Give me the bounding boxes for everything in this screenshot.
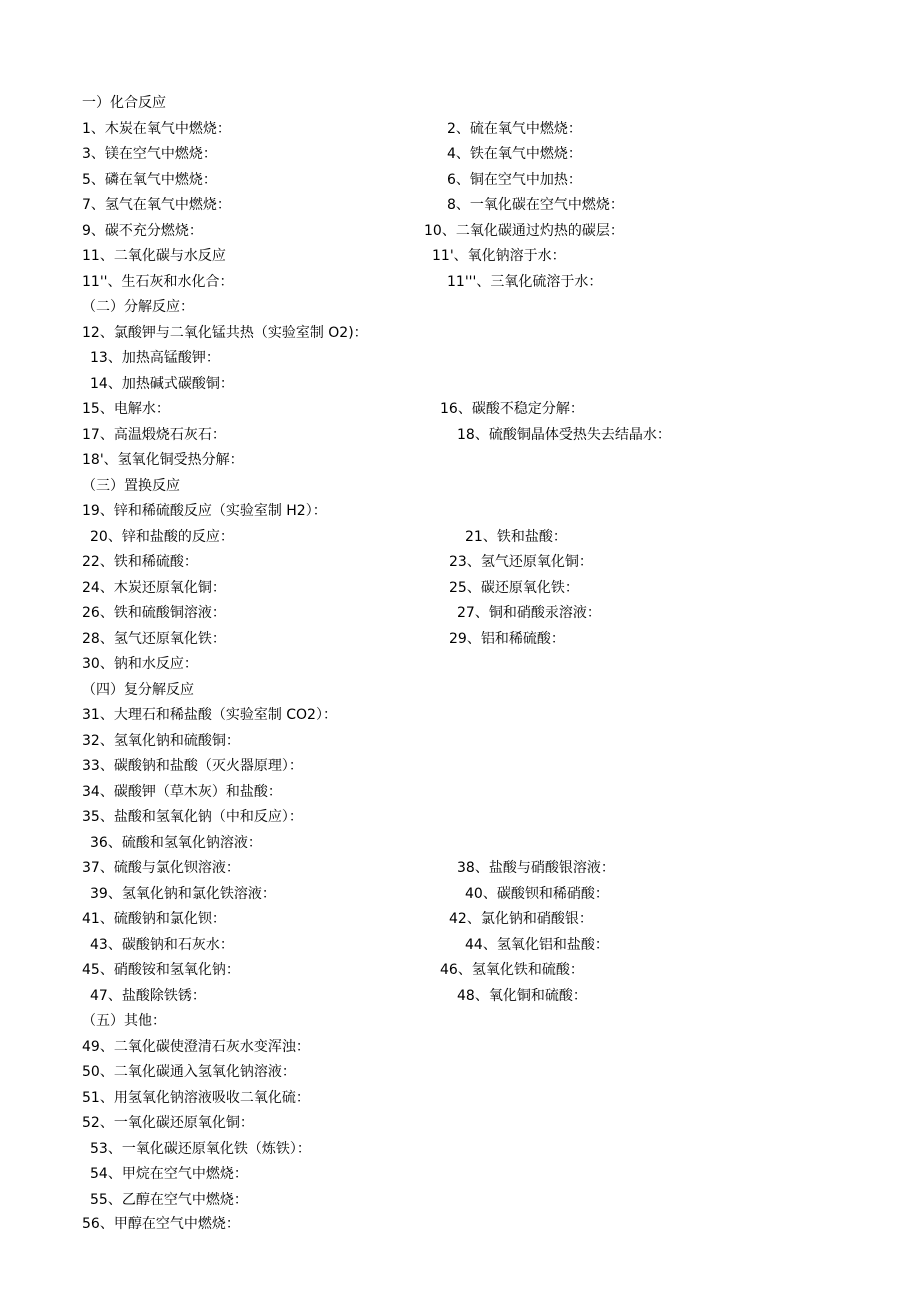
reaction-item: 2、硫在氧气中燃烧： — [447, 121, 582, 137]
reaction-item: 3、镁在空气中燃烧： — [82, 146, 217, 162]
reaction-item: 9、碳不充分燃烧： — [82, 223, 203, 239]
reaction-item: 41、硫酸钠和氯化钡： — [82, 911, 226, 927]
reaction-item: 14、加热碱式碳酸铜： — [90, 376, 234, 392]
reaction-item: 32、氢氧化钠和硫酸铜： — [82, 733, 240, 749]
reaction-item: 8、一氧化碳在空气中燃烧： — [447, 197, 624, 213]
reaction-item: 16、碳酸不稳定分解： — [440, 401, 584, 417]
reaction-item: 6、铜在空气中加热： — [447, 172, 582, 188]
reaction-item: 26、铁和硫酸铜溶液： — [82, 605, 226, 621]
reaction-item: 5、磷在氧气中燃烧： — [82, 172, 217, 188]
reaction-item: 56、甲醇在空气中燃烧： — [82, 1216, 240, 1232]
section-heading-combination: 一）化合反应 — [82, 95, 166, 111]
reaction-item: 35、盐酸和氢氧化钠（中和反应）： — [82, 809, 303, 825]
reaction-item: 55、乙醇在空气中燃烧： — [90, 1192, 248, 1208]
reaction-item: 30、钠和水反应： — [82, 656, 198, 672]
reaction-item: 36、硫酸和氢氧化钠溶液： — [90, 835, 262, 851]
reaction-item: 28、氢气还原氧化铁： — [82, 631, 226, 647]
reaction-item: 44、氢氧化铝和盐酸： — [465, 937, 609, 953]
reaction-item: 4、铁在氧气中燃烧： — [447, 146, 582, 162]
reaction-item: 29、铝和稀硫酸： — [449, 631, 565, 647]
reaction-item: 12、氯酸钾与二氧化锰共热（实验室制 O2)： — [82, 325, 368, 341]
reaction-item: 40、碳酸钡和稀硝酸： — [465, 886, 609, 902]
reaction-item: 11''、生石灰和水化合： — [82, 274, 234, 290]
reaction-item: 38、盐酸与硝酸银溶液： — [457, 860, 615, 876]
reaction-item: 15、电解水： — [82, 401, 170, 417]
section-heading-other: （五）其他： — [82, 1013, 166, 1029]
reaction-item: 11、二氧化碳与水反应 — [82, 248, 226, 264]
reaction-item: 21、铁和盐酸： — [465, 529, 567, 545]
reaction-item: 7、氢气在氧气中燃烧： — [82, 197, 231, 213]
section-heading-decomposition: （二）分解反应： — [82, 299, 194, 315]
reaction-item: 22、铁和稀硫酸： — [82, 554, 198, 570]
reaction-item: 34、碳酸钾（草木灰）和盐酸： — [82, 784, 282, 800]
reaction-item: 51、用氢氧化钠溶液吸收二氧化硫： — [82, 1090, 310, 1106]
reaction-item: 46、氢氧化铁和硫酸： — [440, 962, 584, 978]
reaction-item: 13、加热高锰酸钾： — [90, 350, 220, 366]
reaction-item: 20、锌和盐酸的反应： — [90, 529, 234, 545]
reaction-item: 1、木炭在氧气中燃烧： — [82, 121, 231, 137]
reaction-item: 23、氢气还原氧化铜： — [449, 554, 593, 570]
section-heading-displacement: （三）置换反应 — [82, 478, 180, 494]
reaction-item: 27、铜和硝酸汞溶液： — [457, 605, 601, 621]
reaction-item: 53、一氧化碳还原氧化铁（炼铁）： — [90, 1141, 311, 1157]
reaction-item: 18、硫酸铜晶体受热失去结晶水： — [457, 427, 671, 443]
reaction-item: 31、大理石和稀盐酸（实验室制 CO2）： — [82, 707, 337, 723]
reaction-item: 45、硝酸铵和氢氧化钠： — [82, 962, 240, 978]
reaction-item: 25、碳还原氧化铁： — [449, 580, 579, 596]
reaction-item: 11'''、三氧化硫溶于水： — [447, 274, 603, 290]
reaction-item: 24、木炭还原氧化铜： — [82, 580, 226, 596]
reaction-item: 43、碳酸钠和石灰水： — [90, 937, 234, 953]
section-heading-double-displacement: （四）复分解反应 — [82, 682, 194, 698]
reaction-item: 19、锌和稀硫酸反应（实验室制 H2）： — [82, 503, 327, 519]
reaction-item: 37、硫酸与氯化钡溶液： — [82, 860, 240, 876]
reaction-item: 39、氢氧化钠和氯化铁溶液： — [90, 886, 276, 902]
reaction-item: 47、盐酸除铁锈： — [90, 988, 206, 1004]
reaction-item: 49、二氧化碳使澄清石灰水变浑浊： — [82, 1039, 310, 1055]
reaction-item: 50、二氧化碳通入氢氧化钠溶液： — [82, 1064, 296, 1080]
reaction-item: 33、碳酸钠和盐酸（灭火器原理）： — [82, 758, 303, 774]
reaction-item: 18'、氢氧化铜受热分解： — [82, 452, 244, 468]
reaction-item: 11'、氧化钠溶于水： — [432, 248, 566, 264]
reaction-item: 54、甲烷在空气中燃烧： — [90, 1166, 248, 1182]
reaction-item: 42、氯化钠和硝酸银： — [449, 911, 593, 927]
reaction-item: 10、二氧化碳通过灼热的碳层： — [424, 223, 624, 239]
reaction-item: 52、一氧化碳还原氧化铜： — [82, 1115, 254, 1131]
reaction-item: 17、高温煅烧石灰石： — [82, 427, 226, 443]
reaction-item: 48、氧化铜和硫酸： — [457, 988, 587, 1004]
